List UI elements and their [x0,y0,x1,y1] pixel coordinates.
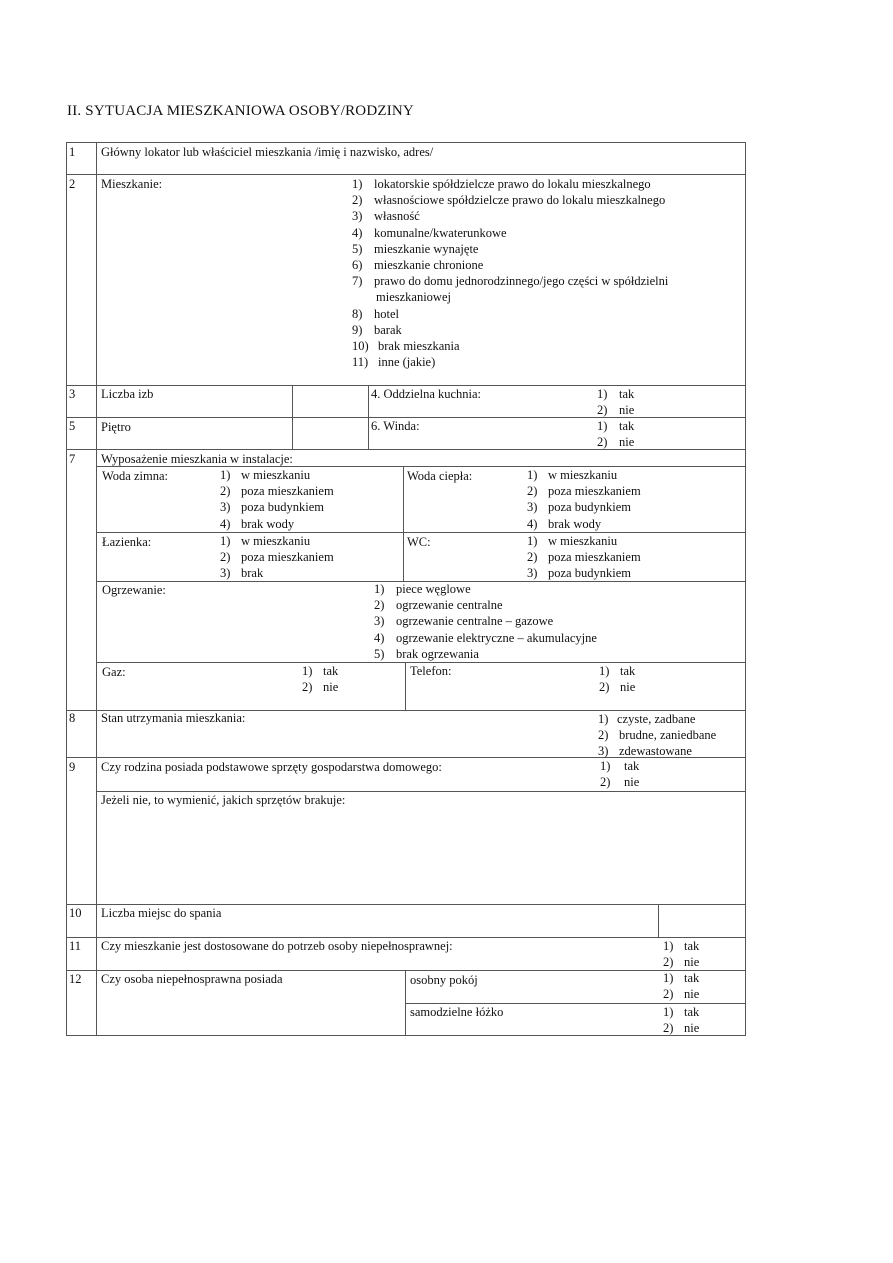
main-tenant-label: Główny lokator lub właściciel mieszkania /imię i nazwisko, adres/ [101,145,434,159]
row-number: 9 [69,760,76,774]
heating-label: Ogrzewanie: [102,583,166,597]
hot-water-label: Woda ciepła: [407,469,473,483]
disabled-person-has-label: Czy osoba niepełnosprawna posiada [101,972,283,986]
accessibility-label: Czy mieszkanie jest dostosowane do potrzeb osoby niepełnosprawnej: [101,939,453,953]
row-number: 11 [69,939,82,953]
separate-room-label: osobny pokój [410,973,478,987]
sleeping-places-field[interactable] [659,905,745,937]
row-number: 2 [69,177,76,191]
rooms-count-label: Liczba izb [101,387,154,401]
row-number: 12 [69,972,82,986]
appliances-label: Czy rodzina posiada podstawowe sprzęty gospodarstwa domowego: [101,760,442,774]
table-border-right [745,142,746,1035]
missing-appliances-label: Jeżeli nie, to wymienić, jakich sprzętów brakuje: [101,793,346,807]
row-divider [96,532,746,533]
page-title: II. SYTUACJA MIESZKANIOWA OSOBY/RODZINY [67,103,414,119]
table-border-left [66,142,67,1035]
bathroom-label: Łazienka: [102,535,152,549]
gas-label: Gaz: [102,665,126,679]
maintenance-label: Stan utrzymania mieszkania: [101,711,246,725]
installations-label: Wyposażenie mieszkania w instalacje: [101,452,293,466]
cell-divider [405,662,406,710]
row-number: 8 [69,711,76,725]
missing-appliances-field[interactable] [97,810,745,903]
sleeping-places-label: Liczba miejsc do spania [101,906,222,920]
cell-divider [292,385,293,449]
row-divider [66,1035,746,1036]
row-number: 7 [69,452,76,466]
row-number: 10 [69,906,82,920]
row-divider [66,142,746,143]
row-number: 1 [69,145,76,159]
cold-water-label: Woda zimna: [102,469,168,483]
row-divider [66,449,746,450]
cell-divider [368,385,369,449]
row-number: 5 [69,419,76,433]
dwelling-label: Mieszkanie: [101,177,163,191]
cell-divider [403,466,404,581]
own-bed-label: samodzielne łóżko [410,1005,504,1019]
phone-label: Telefon: [410,664,452,678]
floor-label: Piętro [101,420,131,434]
separate-kitchen-label: 4. Oddzielna kuchnia: [371,387,482,401]
wc-label: WC: [407,535,431,549]
elevator-label: 6. Winda: [371,419,420,433]
row-divider [66,174,746,175]
row-number: 3 [69,387,76,401]
